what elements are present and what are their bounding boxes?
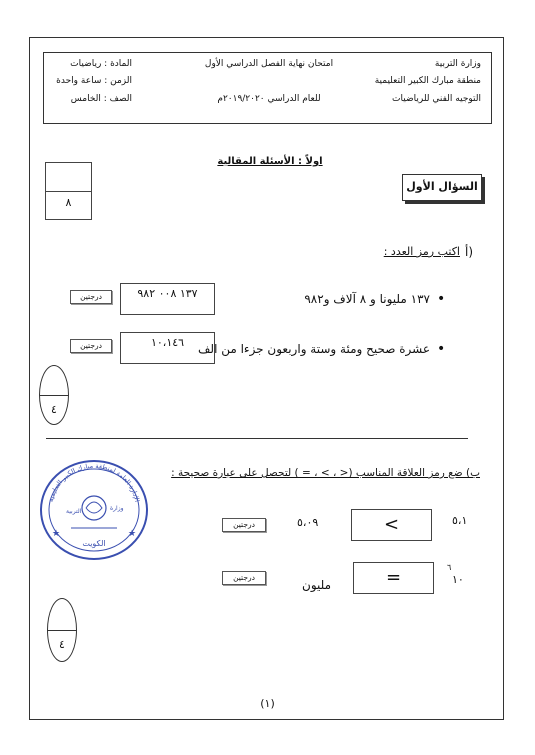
stamp-bottom-text: الكويت bbox=[82, 539, 106, 548]
b2-right-value: ١٠ bbox=[452, 573, 464, 586]
subject-line: المادة : رياضيات bbox=[70, 59, 132, 69]
part-b-score-oval bbox=[47, 598, 77, 662]
part-b-instruction: ب) ضع رمز العلاقة المناسب (< ، > ، = ) لتحصل على عبارة صحيحة : bbox=[171, 467, 480, 479]
department-line: التوجيه الفني للرياضيات bbox=[392, 94, 481, 104]
bullet-1: • bbox=[437, 291, 446, 307]
stamp-inner-0: وزارة bbox=[110, 505, 124, 512]
exam-title: امتحان نهاية الفصل الدراسي الأول bbox=[204, 59, 334, 69]
b2-exponent: ٦ bbox=[447, 563, 452, 572]
item-2-text: عشرة صحيح ومئة وستة واربعون جزءا من الف bbox=[197, 342, 430, 356]
b1-grade: درجتين bbox=[222, 518, 266, 532]
b2-grade: درجتين bbox=[222, 571, 266, 585]
item-1-answer[interactable]: ١٣٧ ٠٠٨ ٩٨٢ bbox=[120, 283, 215, 315]
item-2-answer[interactable]: ١٠،١٤٦ bbox=[120, 332, 215, 364]
b1-left-value: ٥،٠٩ bbox=[297, 516, 319, 529]
section-divider bbox=[46, 438, 468, 439]
part-a-instruction: اكتب رمز العدد : bbox=[383, 245, 460, 258]
q1-score: ٨ bbox=[65, 196, 72, 209]
stamp-inner-1: التربية bbox=[66, 508, 82, 515]
b1-right-value: ٥،١ bbox=[452, 514, 468, 527]
official-stamp bbox=[38, 458, 150, 563]
academic-year: للعام الدراسي ٢٠١٩/٢٠٢٠م bbox=[217, 94, 321, 104]
bullet-2: • bbox=[437, 341, 446, 357]
grade-level-line: الصف : الخامس bbox=[70, 94, 132, 104]
part-b-score: ٤ bbox=[59, 638, 65, 651]
exam-header bbox=[43, 52, 492, 124]
svg-text:الإدارة العامة لمنطقة مبارك ال bbox=[47, 462, 141, 503]
item-1-grade: درجتين bbox=[70, 290, 112, 304]
part-a-score: ٤ bbox=[51, 403, 57, 416]
ministry-line: وزارة التربية bbox=[434, 59, 481, 69]
b2-symbol-box[interactable]: = bbox=[353, 562, 434, 594]
svg-text:★: ★ bbox=[128, 529, 137, 539]
part-a-label: أ) bbox=[465, 245, 474, 259]
time-line: الزمن : ساعة واحدة bbox=[56, 76, 132, 86]
part-a-score-oval bbox=[39, 365, 69, 425]
b2-left-value: مليون bbox=[302, 578, 332, 592]
item-1-text: ١٣٧ مليونا و ٨ آلاف و٩٨٢ bbox=[304, 292, 430, 306]
q1-score-box bbox=[45, 162, 92, 220]
page-number: (١) bbox=[260, 697, 275, 710]
b1-symbol-box[interactable]: < bbox=[351, 509, 432, 541]
section-title: اولاً : الأسئلة المقالية bbox=[217, 156, 323, 167]
q1-title: السؤال الأول bbox=[402, 174, 482, 201]
district-line: منطقة مبارك الكبير التعليمية bbox=[374, 76, 481, 86]
stamp-ring-text: الإدارة العامة لمنطقة مبارك الكبير التعليمية bbox=[46, 461, 142, 503]
svg-text:★: ★ bbox=[52, 529, 61, 539]
page-frame bbox=[29, 37, 504, 720]
item-2-grade: درجتين bbox=[70, 339, 112, 353]
